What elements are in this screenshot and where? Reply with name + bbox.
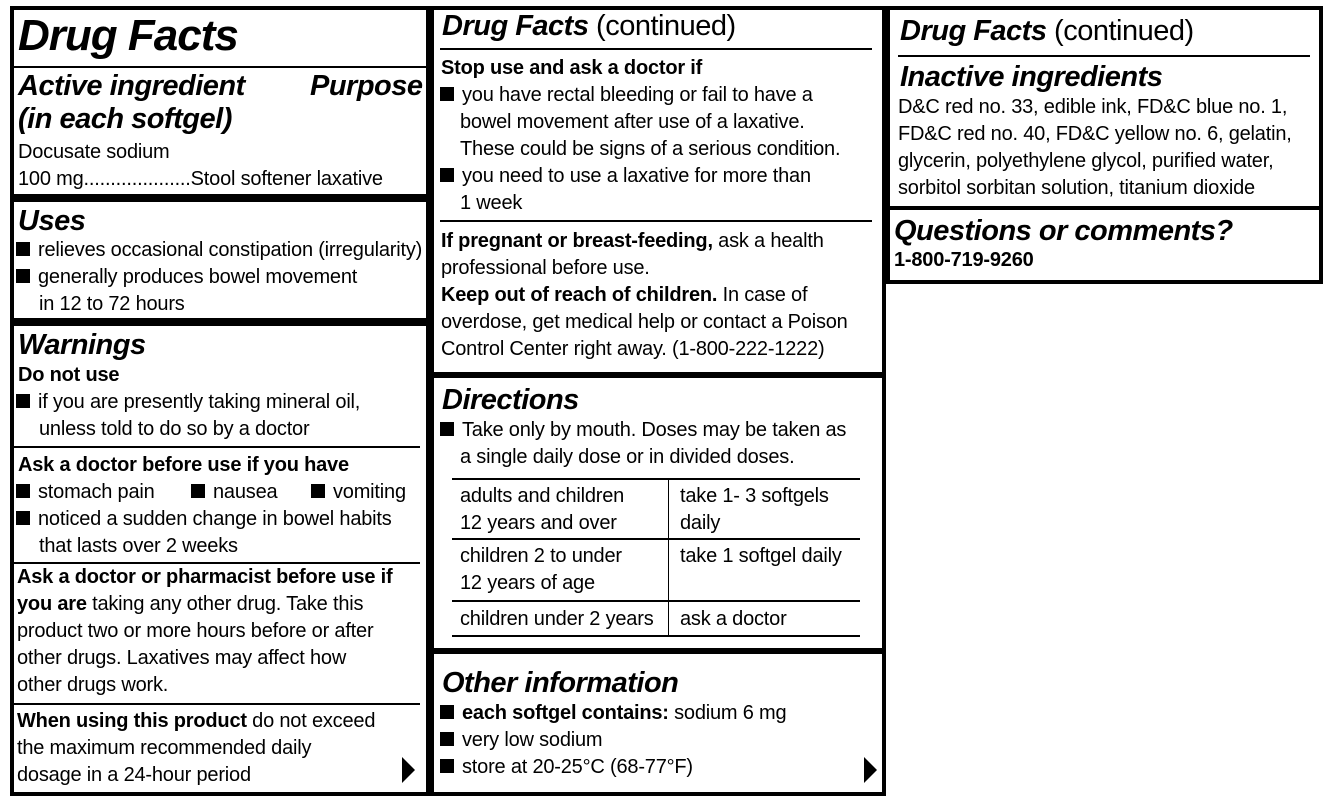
continue-arrow-icon [864,757,877,783]
ask-pharmacist-text: you are taking any other drug. Take this [17,593,364,615]
table-cell-dose: ask a doctor [680,608,787,630]
table-cell-dose: take 1 softgel daily [680,545,842,567]
uses-item: relieves occasional constipation (irregularity) [16,237,422,263]
other-info-item: store at 20-25°C (68-77°F) [440,754,693,780]
other-info-heading: Other information [442,667,679,699]
table-cell-who: 12 years of age [460,572,595,594]
ingredient-name: Docusate sodium [18,141,170,163]
do-not-use-item-continued: unless told to do so by a doctor [39,418,310,440]
stop-item-continued: bowel movement after use of a laxative. [460,111,805,133]
dose-amount: 100 mg [18,168,84,190]
table-rule [452,600,860,602]
bullet-icon [440,168,454,182]
bullet-icon [440,705,454,719]
dose-dots: .................... [83,168,191,190]
table-cell-dose: daily [680,512,721,534]
continue-arrow-icon [402,757,415,783]
table-cell-who: adults and children [460,485,625,507]
stop-item-continued: 1 week [460,192,523,214]
bullet-icon [16,394,30,408]
table-column-divider [668,480,669,636]
stop-item-continued: These could be signs of a serious condition. [460,138,841,160]
bullet-icon [16,484,30,498]
table-cell-dose: take 1- 3 softgels [680,485,829,507]
pregnant-text: If pregnant or breast-feeding, ask a health [441,230,824,252]
bullet-icon [191,484,205,498]
ask-pharmacist-text: other drugs. Laxatives may affect how [17,647,347,669]
table-rule [452,478,860,480]
inactive-ingredients-text: FD&C red no. 40, FD&C yellow no. 6, gelatin, [898,123,1292,145]
pregnant-text: professional before use. [441,257,650,279]
table-cell-who: children under 2 years [460,608,654,630]
table-cell-who: children 2 to under [460,545,622,567]
symptom-item: stomach pain [16,479,155,505]
do-not-use-heading: Do not use [18,364,120,386]
stop-item: you have rectal bleeding or fail to have a [440,82,813,108]
ask-pharmacist-text: product two or more hours before or after [17,620,374,642]
bullet-icon [311,484,325,498]
symptom-item: nausea [191,479,277,505]
bullet-icon [16,242,30,256]
inactive-ingredients-text: D&C red no. 33, edible ink, FD&C blue no. 1, [898,96,1288,118]
warnings-heading: Warnings [18,329,146,361]
keep-out-text: Control Center right away. (1-800-222-1222) [441,338,825,360]
uses-item-continued: in 12 to 72 hours [39,293,185,315]
directions-heading: Directions [442,384,579,416]
other-info-item: very low sodium [440,727,602,753]
uses-heading: Uses [18,205,86,237]
change-item-continued: that lasts over 2 weeks [39,535,238,557]
phone-number[interactable]: 1-800-719-9260 [894,249,1034,271]
bullet-icon [440,87,454,101]
symptom-item: vomiting [311,479,406,505]
ingredient-dose [18,166,383,192]
do-not-use-item: if you are presently taking mineral oil, [16,389,360,415]
bullet-icon [16,269,30,283]
inactive-ingredients-text: glycerin, polyethylene glycol, purified water, [898,150,1274,172]
table-cell-who: 12 years and over [460,512,617,534]
divider [14,703,420,705]
stop-item: you need to use a laxative for more than [440,163,811,189]
questions-heading: Questions or comments? [894,215,1233,247]
ask-doctor-heading: Ask a doctor before use if you have [18,454,349,476]
ingredient-purpose: Stool softener laxative [190,168,383,190]
when-using-text: dosage in a 24-hour period [17,764,251,786]
panel-3-title: Drug Facts (continued) [900,15,1194,47]
ask-pharmacist-heading: Ask a doctor or pharmacist before use if [17,566,393,588]
directions-item: Take only by mouth. Doses may be taken as [440,417,846,443]
bullet-icon [16,511,30,525]
other-info-item: each softgel contains: sodium 6 mg [440,700,786,726]
inactive-ingredients-heading: Inactive ingredients [900,61,1163,93]
inactive-ingredients-text: sorbitol sorbitan solution, titanium dioxide [898,177,1255,199]
uses-item: generally produces bowel movement [16,264,357,290]
panel-2-title: Drug Facts (continued) [442,10,736,42]
table-rule [452,635,860,637]
when-using-text: the maximum recommended daily [17,737,312,759]
divider [440,220,872,222]
title-rule [898,55,1310,57]
drug-facts-title: Drug Facts [18,11,238,60]
keep-out-text: Keep out of reach of children. In case of [441,284,808,306]
stop-use-heading: Stop use and ask a doctor if [441,57,703,79]
title-rule [440,48,872,50]
active-ingredient-heading: Active ingredient [18,70,245,102]
bullet-icon [440,732,454,746]
keep-out-text: overdose, get medical help or contact a Poison [441,311,848,333]
purpose-heading: Purpose [310,70,423,102]
table-rule [452,538,860,540]
divider [14,446,420,448]
change-item: noticed a sudden change in bowel habits [16,506,392,532]
title-rule [14,66,426,68]
bullet-icon [440,759,454,773]
when-using-text: When using this product do not exceed [17,710,376,732]
ask-pharmacist-text: other drugs work. [17,674,169,696]
active-ingredient-subheading: (in each softgel) [18,103,232,135]
bullet-icon [440,422,454,436]
directions-item-continued: a single daily dose or in divided doses. [460,446,795,468]
